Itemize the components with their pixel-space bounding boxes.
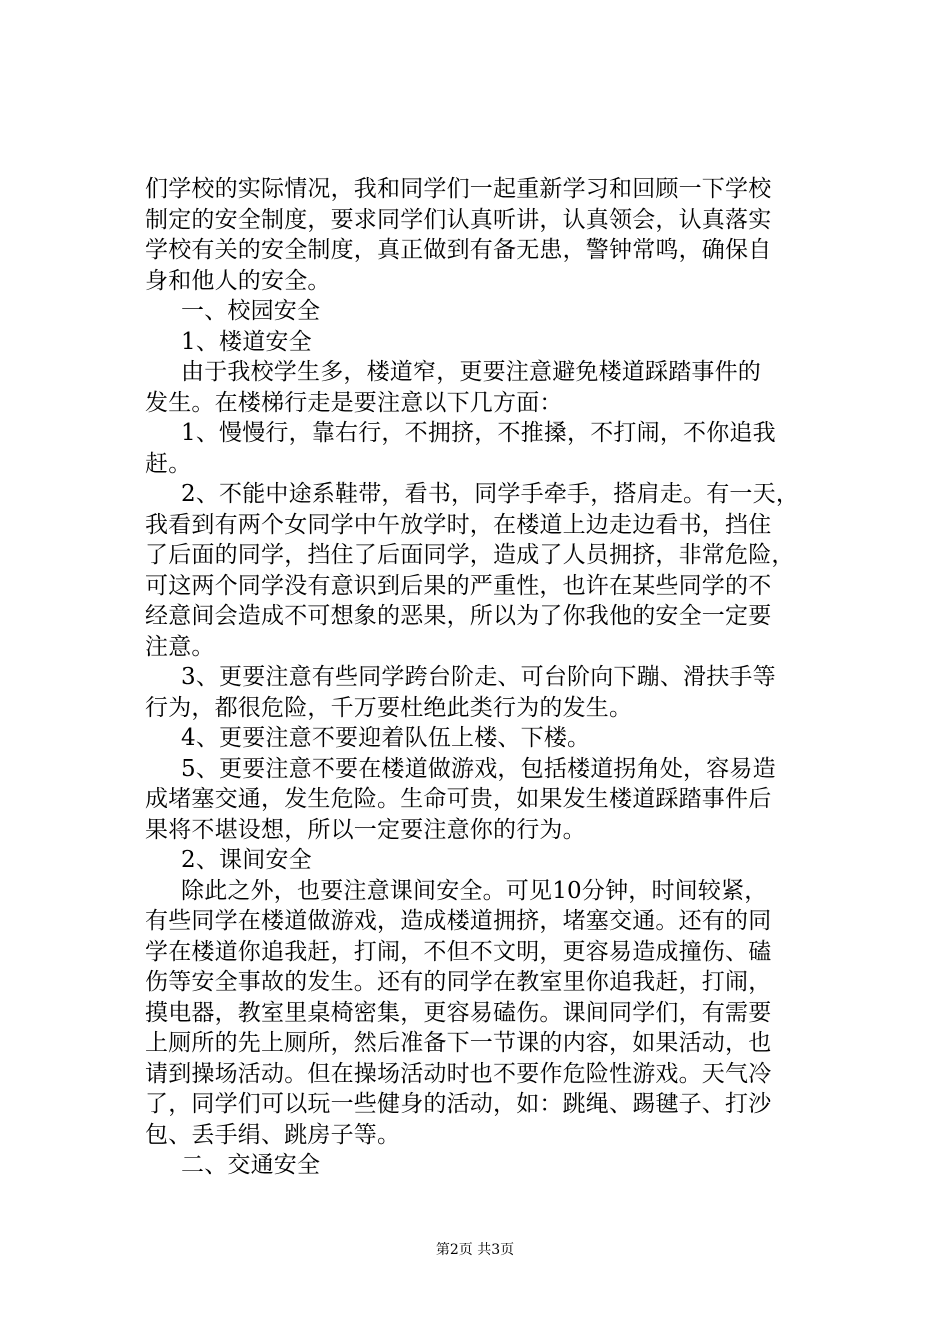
text-line: 伤等安全事故的发生。还有的同学在教室里你追我赶，打闹， (145, 969, 772, 995)
text-line: 请到操场活动。但在操场活动时也不要作危险性游戏。天气冷 (145, 1060, 772, 1087)
list-item: 5、更要注意不要在楼道做游戏，包括楼道拐角处，容易造 (181, 755, 776, 782)
text-line: 制定的安全制度，要求同学们认真听讲，认真领会，认真落实 (145, 206, 772, 233)
list-item: 2、不能中途系鞋带，看书，同学手牵手，搭肩走。有一天， (181, 481, 800, 507)
page-footer: 第2页 共3页 (435, 1242, 515, 1258)
section-heading: 一、校园安全 (181, 298, 321, 324)
text-line: 有些同学在楼道做游戏，造成楼道拥挤，堵塞交通。还有的同 (145, 908, 772, 934)
section-heading: 二、交通安全 (181, 1152, 321, 1178)
text-line: 赶。 (145, 450, 192, 477)
text-line: 可这两个同学没有意识到后果的严重性，也许在某些同学的不 (145, 572, 772, 599)
text-line: 了后面的同学，挡住了后面同学，造成了人员拥挤，非常危险， (145, 542, 795, 568)
text-line: 成堵塞交通，发生危险。生命可贵，如果发生楼道踩踏事件后 (145, 786, 772, 812)
text-line: 发生。在楼梯行走是要注意以下几方面： (145, 389, 563, 416)
subsection-heading: 2、课间安全 (181, 847, 312, 873)
text-line: 注意。 (145, 633, 215, 660)
text-line: 们学校的实际情况，我和同学们一起重新学习和回顾一下学校 (145, 176, 772, 202)
text-line: 果将不堪设想，所以一定要注意你的行为。 (145, 816, 586, 843)
text-line: 上厕所的先上厕所，然后准备下一节课的内容，如果活动，也 (145, 1030, 772, 1056)
text-line: 包、丢手绢、跳房子等。 (145, 1121, 401, 1148)
list-item: 3、更要注意有些同学跨台阶走、可台阶向下蹦、滑扶手等 (181, 664, 776, 690)
list-item: 1、慢慢行，靠右行，不拥挤，不推搡，不打闹，不你追我 (181, 420, 776, 446)
list-item: 4、更要注意不要迎着队伍上楼、下楼。 (181, 725, 591, 751)
text-line: 了，同学们可以玩一些健身的活动，如：跳绳、踢毽子、打沙 (145, 1091, 772, 1117)
subsection-heading: 1、楼道安全 (181, 328, 312, 355)
text-line: 摸电器，教室里桌椅密集，更容易磕伤。课间同学们，有需要 (145, 999, 772, 1026)
text-line: 除此之外，也要注意课间安全。可见10分钟，时间较紧， (181, 877, 768, 904)
text-line: 经意间会造成不可想象的恶果，所以为了你我他的安全一定要 (145, 603, 772, 629)
text-line: 行为，都很危险，千万要杜绝此类行为的发生。 (145, 694, 633, 721)
text-line: 身和他人的安全。 (145, 267, 331, 294)
document-body (145, 174, 825, 1181)
text-line: 学校有关的安全制度，真正做到有备无患，警钟常鸣，确保自 (145, 237, 772, 263)
text-line: 学在楼道你追我赶，打闹，不但不文明，更容易造成撞伤、磕 (145, 938, 772, 965)
text-line: 我看到有两个女同学中午放学时，在楼道上边走边看书，挡住 (145, 511, 772, 538)
text-line: 由于我校学生多，楼道窄，更要注意避免楼道踩踏事件的 (181, 359, 761, 385)
